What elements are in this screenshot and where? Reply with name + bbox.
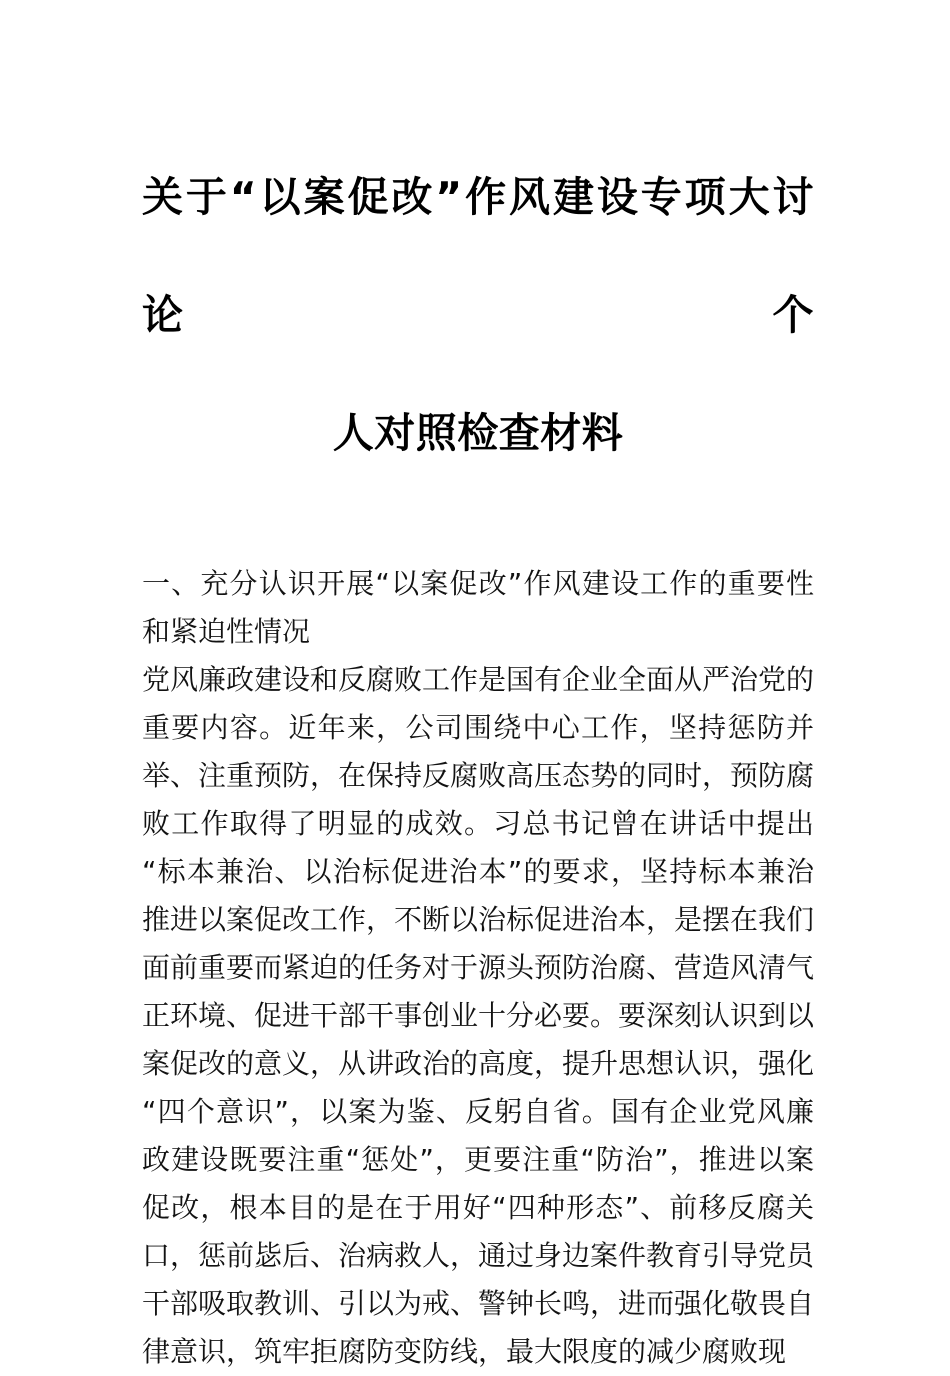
document-title-line-1: 关于“以案促改”作风建设专项大讨论个 xyxy=(142,173,814,339)
document-content-column xyxy=(142,0,814,1376)
section-paragraph-1: 党风廉政建设和反腐败工作是国有企业全面从严治党的重要内容。近年来，公司围绕中心工作，坚持惩防并举、注重预防，在保持反腐败高压态势的同时，预防腐败工作取得了明显的成效。习总书记曾在讲话中提出“标本兼治、以治标促进治本”的要求，坚持标本兼治推进以案促改工作，不断以治标促进治本，是摆在我们面前重要而紧迫的任务对于源头预防治腐、营造风清气正环境、促进干部干事创业十分必要。要深刻认识到以案促改的意义，从讲政治的高度，提升思想认识，强化“四个意识”，以案为鉴、反躬自省。国有企业党风廉政建设既要注重“惩处”，更要注重“防治”，推进以案促改，根本目的是在于用好“四种形态”、前移反腐关口，惩前毖后、治病救人，通过身边案件教育引导党员干部吸取教训、引以为戒、警钟长鸣，进而强化敬畏自律意识，筑牢拒腐防变防线，最大限度的减少腐败现 xyxy=(142,663,815,1368)
document-title-line-2: 人对照检查材料 xyxy=(332,409,624,457)
document-body xyxy=(142,560,814,1376)
document-title xyxy=(142,0,814,492)
section-heading-1: 一、充分认识开展“以案促改”作风建设工作的重要性和紧迫性情况 xyxy=(142,567,814,648)
